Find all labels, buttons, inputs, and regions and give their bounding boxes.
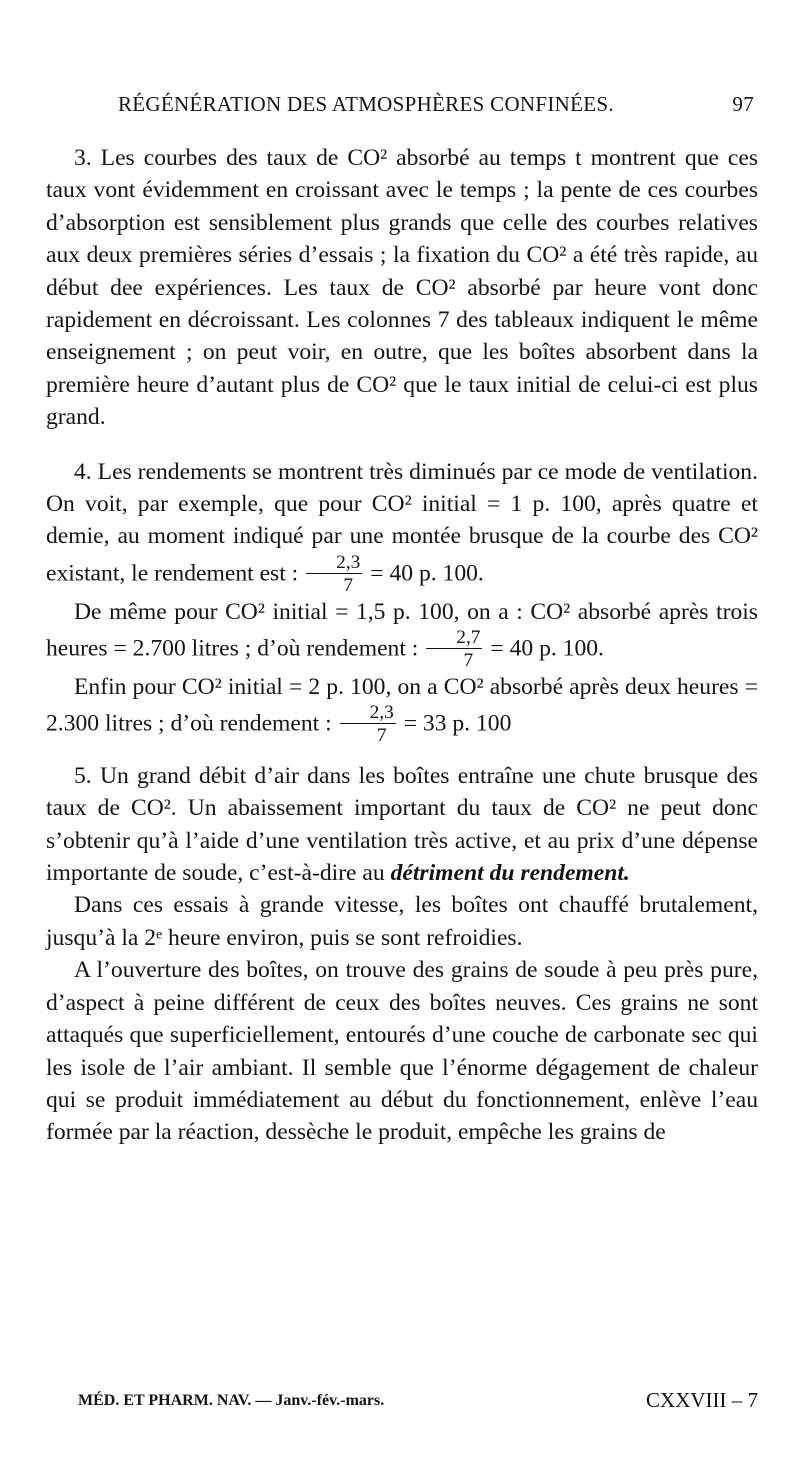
paragraph-4b-result: = 40 p. 100. bbox=[490, 635, 604, 662]
paragraph-5-emphasis: détriment du rendement. bbox=[390, 860, 630, 887]
fraction-denominator: 7 bbox=[376, 725, 387, 747]
running-title: RÉGÉNÉRATION DES ATMOSPHÈRES CONFINÉES. bbox=[118, 92, 614, 116]
paragraph-3: 3. Les courbes des taux de CO² absorbé au temps t montrent que ces taux vont évidemment en croissant avec le temps ; la pente de ces courbes d’absorption est sensiblement plus grands que celle des courbes relatives aux deux premières séries d’essais ; la fixation du CO² a été très rapide, au début dee expériences. Les taux de CO² absorbé par heure vont donc rapidement en décroissant. Les colonnes 7 des tableaux indiquent le même enseignement ; on peut voir, en outre, que les boîtes absorbent dans la première heure d’autant plus de CO² que le taux initial de celui-ci est plus grand. bbox=[46, 145, 758, 431]
paragraph-4c-text: Enfin pour CO² initial = 2 p. 100, on a CO² absorbé après deux heures = 2.300 litres ; d’où rendement : bbox=[46, 673, 758, 737]
fraction-yield-1 bbox=[306, 553, 362, 596]
paragraph-4b-text: De même pour CO² initial = 1,5 p. 100, on a : CO² absorbé après trois heures = 2.700 litres ; d’où rendement : bbox=[46, 598, 758, 662]
paragraph-4c bbox=[46, 671, 758, 746]
body-text bbox=[46, 142, 758, 1149]
paragraph-7: A l’ouverture des boîtes, on trouve des grains de soude à peu près pure, d’aspect à peine différent de ceux des boîtes neuves. Ces grains ne sont attaqués que superficiellement, entourés d’une couche de carbonate sec qui les isole de l’air ambiant. Il semble que l’énorme dégagement de chaleur qui se produit immédiatement au début du fonctionnement, enlève l’eau formée par la réaction, dessèche le produit, empêche les grains de bbox=[46, 957, 758, 1146]
fraction-numerator: 2,3 bbox=[306, 553, 362, 574]
paragraph-4 bbox=[46, 456, 758, 596]
page-number: 97 bbox=[732, 92, 754, 116]
paragraph-4-text: 4. Les rendements se montrent très diminués par ce mode de ventilation. On voit, par exemple, que pour CO² initial = 1 p. 100, après quatre et demie, au moment indiqué par une montée brusque de la courbe des CO² existant, le rendement est : bbox=[46, 458, 758, 587]
footer-journal: MÉD. ET PHARM. NAV. — Janv.-fév.-mars. bbox=[78, 1392, 385, 1409]
fraction-numerator: 2,3 bbox=[340, 703, 396, 724]
paragraph-4c-result: = 33 p. 100 bbox=[403, 710, 512, 737]
paragraph-4-result: = 40 p. 100. bbox=[370, 560, 484, 587]
fraction-yield-3 bbox=[340, 703, 396, 746]
page-footer bbox=[78, 1388, 758, 1422]
paragraph-4b bbox=[46, 596, 758, 671]
paragraph-5 bbox=[46, 760, 758, 890]
running-head bbox=[48, 92, 760, 122]
fraction-denominator: 7 bbox=[343, 575, 354, 597]
fraction-numerator: 2,7 bbox=[426, 628, 482, 649]
paragraph-5-text: 5. Un grand débit d’air dans les boîtes entraîne une chute brusque des taux de CO². Un abaissement important du taux de CO² ne peut donc s’obtenir qu’à l’aide d’une ventilation très active, et au prix d’une dépense importante de soude, c’est-à-dire au bbox=[46, 762, 758, 887]
fraction-yield-2 bbox=[426, 628, 482, 671]
paragraph-6: Dans ces essais à grande vitesse, les boîtes ont chauffé brutalement, jusqu’à la 2ᵉ heure environ, puis se sont refroidies. bbox=[46, 892, 758, 951]
footer-signature: CXXVIII – 7 bbox=[646, 1388, 758, 1412]
fraction-denominator: 7 bbox=[463, 650, 474, 672]
